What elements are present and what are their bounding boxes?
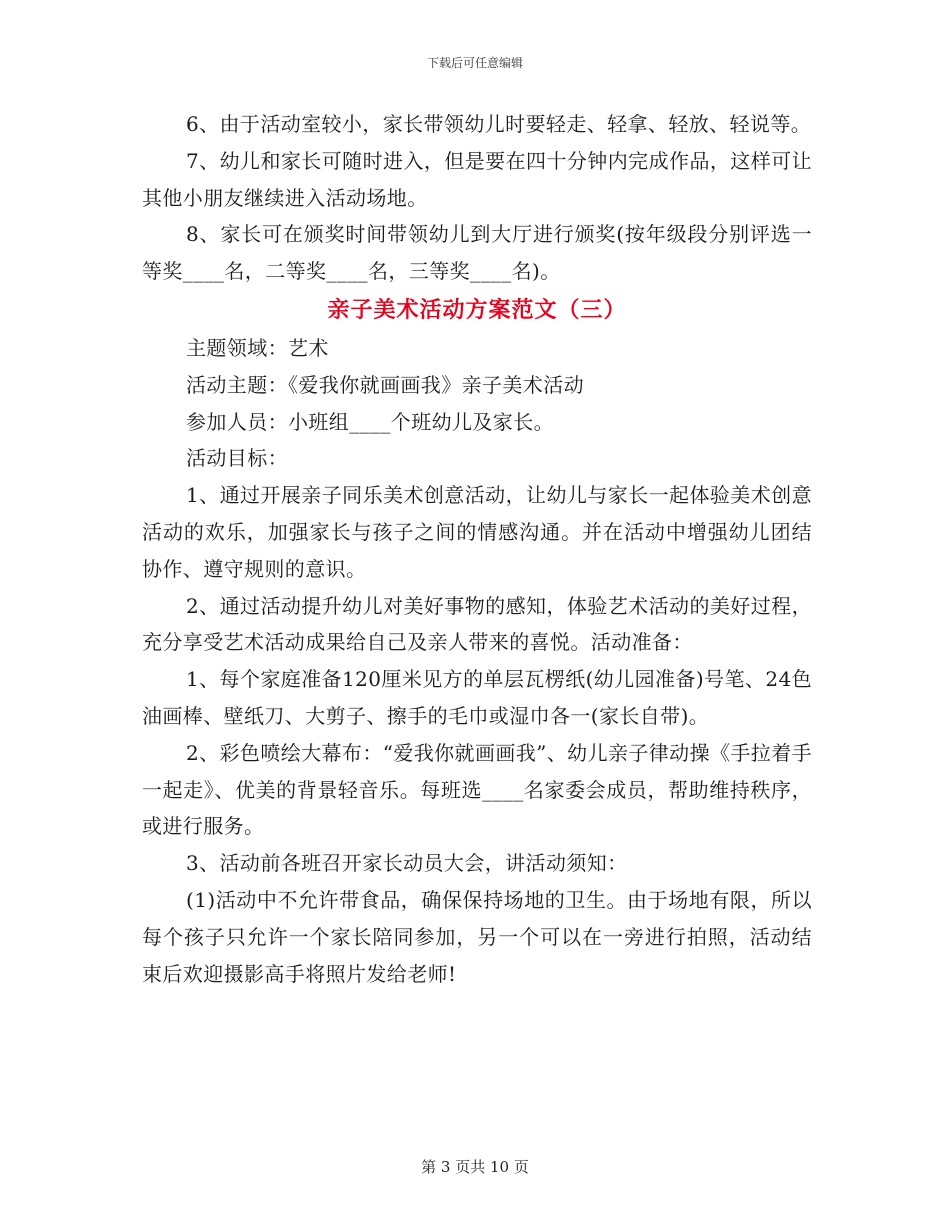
paragraph-rule-1: (1)活动中不允许带食品，确保保持场地的卫生。由于场地有限，所以每个孩子只允许一个家长陪同参加，另一个可以在一旁进行拍照，活动结束后欢迎摄影高手将照片发给老师! — [142, 887, 812, 986]
paragraph-activity-theme: 活动主题：《爱我你就画画我》亲子美术活动 — [186, 372, 584, 397]
paragraph-item-8: 8、家长可在颁奖时间带领幼儿到大厅进行颁奖(按年级段分别评选一等奖____名，二等奖____名，三等奖____名)。 — [142, 222, 812, 284]
paragraph-theme-domain: 主题领域：艺术 — [186, 335, 329, 360]
paragraph-goals-heading: 活动目标： — [186, 446, 288, 471]
paragraph-item-6: 6、由于活动室较小，家长带领幼儿时要轻走、轻拿、轻放、轻说等。 — [186, 112, 812, 136]
paragraph-goal-1: 1、通过开展亲子同乐美术创意活动，让幼儿与家长一起体验美术创意活动的欢乐，加强家长与孩子之间的情感沟通。并在活动中增强幼儿团结协作、遵守规则的意识。 — [142, 483, 812, 581]
paragraph-item-7: 7、幼儿和家长可随时进入，但是要在四十分钟内完成作品，这样可让其他小朋友继续进入活动场地。 — [142, 148, 812, 210]
section-title: 亲子美术活动方案范文（三） — [327, 296, 627, 323]
paragraph-participants: 参加人员：小班组____个班幼儿及家长。 — [186, 409, 554, 434]
paragraph-prep-2: 2、彩色喷绘大幕布：“爱我你就画画我”、幼儿亲子律动操《手拉着手一起走》、优美的背景轻音乐。每班选____名家委会成员，帮助维持秩序，或进行服务。 — [142, 740, 812, 839]
paragraph-prep-1: 1、每个家庭准备120厘米见方的单层瓦楞纸(幼儿园准备)号笔、24色油画棒、壁纸刀、大剪子、擦手的毛巾或湿巾各一(家长自带)。 — [142, 667, 812, 728]
paragraph-prep-3: 3、活动前各班召开家长动员大会，讲活动须知： — [186, 851, 628, 876]
paragraph-goal-2: 2、通过活动提升幼儿对美好事物的感知，体验艺术活动的美好过程，充分享受艺术活动成果给自己及亲人带来的喜悦。活动准备： — [142, 593, 812, 655]
page-footer: 第 3 页共 10 页 — [421, 1158, 529, 1176]
document-body — [142, 106, 812, 992]
page-header: 下载后可任意编辑 — [426, 56, 523, 70]
